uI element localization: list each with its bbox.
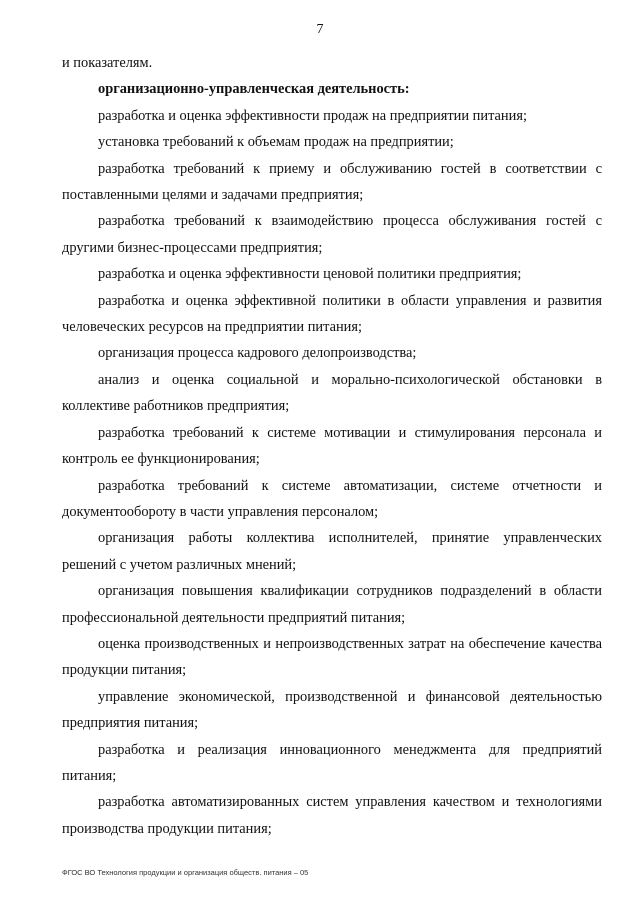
section-heading: организационно-управленческая деятельность: bbox=[98, 81, 410, 98]
list-item: организация процесса кадрового делопроизводства; bbox=[98, 345, 417, 362]
list-item: разработка требований к приему и обслуживанию гостей в соответствии с поставленными целями и задачами предприятия; bbox=[62, 160, 602, 204]
list-item: оценка производственных и непроизводственных затрат на обеспечение качества продукции питания; bbox=[62, 635, 602, 679]
page-footer: ФГОС ВО Технология продукции и организация обществ. питания – 05 bbox=[62, 868, 309, 877]
list-item: разработка и оценка эффективной политики в области управления и развития человеческих ресурсов на предприятии питания; bbox=[62, 292, 602, 336]
list-item: разработка и оценка эффективности ценовой политики предприятия; bbox=[98, 266, 522, 283]
list-item: организация повышения квалификации сотрудников подразделений в области профессиональной деятельности предприятий питания; bbox=[62, 583, 602, 626]
page-number: 7 bbox=[316, 22, 324, 37]
list-item: разработка и оценка эффективности продаж на предприятии питания; bbox=[98, 107, 527, 124]
list-item: управление экономической, производственной и финансовой деятельностью предприятия питания; bbox=[62, 688, 602, 732]
list-item: разработка требований к системе автоматизации, системе отчетности и документообороту в части управления персоналом; bbox=[62, 477, 602, 520]
document-body bbox=[62, 50, 602, 842]
intro-line: и показателям. bbox=[62, 55, 153, 71]
list-item: разработка требований к системе мотивации и стимулирования персонала и контроль ее функционирования; bbox=[62, 424, 602, 468]
list-item: разработка требований к взаимодействию процесса обслуживания гостей с другими бизнес-процессами предприятия; bbox=[62, 213, 602, 256]
list-item: организация работы коллектива исполнителей, принятие управленческих решений с учетом различных мнений; bbox=[62, 530, 602, 573]
list-item: анализ и оценка социальной и морально-психологической обстановки в коллективе работников предприятия; bbox=[62, 371, 602, 415]
list-item: разработка и реализация инновационного менеджмента для предприятий питания; bbox=[62, 741, 602, 784]
list-item: установка требований к объемам продаж на предприятии; bbox=[98, 134, 454, 151]
list-item: разработка автоматизированных систем управления качеством и технологиями производства продукции питания; bbox=[62, 794, 602, 837]
